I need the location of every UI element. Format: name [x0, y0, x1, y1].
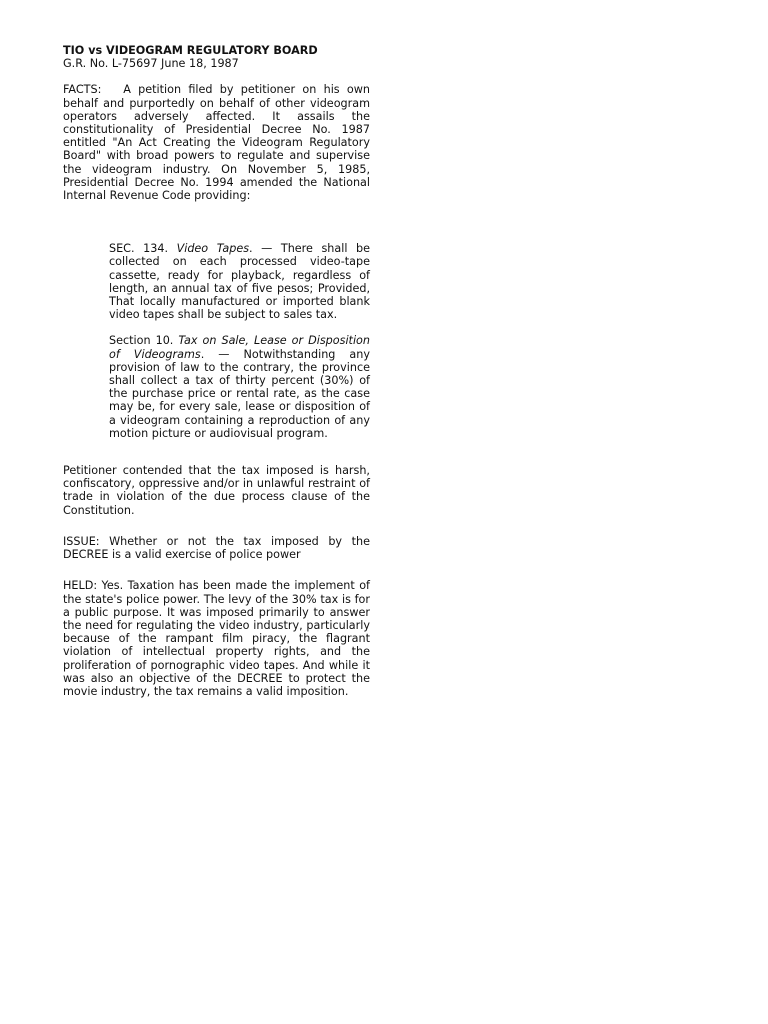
quoted-section-10 — [109, 334, 370, 440]
quoted-section-134 — [109, 242, 370, 321]
issue-paragraph: ISSUE: Whether or not the tax imposed by the DECREE is a valid exercise of police power — [63, 534, 370, 562]
case-title: TIO vs VIDEOGRAM REGULATORY BOARD — [63, 44, 318, 57]
quote-heading: Video Tapes — [176, 242, 250, 256]
quote-heading: Tax on Sale, Lease or Disposition of Videograms — [109, 334, 370, 361]
contention-paragraph: Petitioner contended that the tax imposed is harsh, confiscatory, oppressive and/or in unlawful restraint of trade in violation of the due process clause of the Constitution. — [63, 464, 370, 517]
case-citation: G.R. No. L-75697 June 18, 1987 — [63, 57, 239, 71]
quote-body: . — There shall be collected on each processed video-tape cassette, ready for playback, regardless of length, an annual tax of five pesos; Provided, That locally manufactured or imported blank video tapes shall be subject to sales tax. — [109, 242, 370, 322]
facts-label: FACTS: — [63, 83, 102, 97]
document-body — [63, 44, 370, 716]
facts-text: A petition filed by petitioner on his own behalf and purportedly on behalf of other videogram operators adversely affected. It assails the constitutionality of Presidential Decree No. 1987 entitled "An Act Creating the Videogram Regulatory Board" with broad powers to regulate and supervise the videogram industry. On November 5, 1985, Presidential Decree No. 1994 amended the National Internal Revenue Code providing: — [63, 83, 370, 203]
held-paragraph: HELD: Yes. Taxation has been made the implement of the state's police power. The levy of the 30% tax is for a public purpose. It was imposed primarily to answer the need for regulating the video industry, particularly because of the rampant film piracy, the flagrant violation of intellectual property rights, and the proliferation of pornographic video tapes. And while it was also an objective of the DECREE to protect the movie industry, the tax remains a valid imposition. — [63, 579, 370, 698]
facts-paragraph — [63, 83, 370, 202]
quote-prefix: SEC. 134. — [109, 242, 168, 256]
quote-body: . — Notwithstanding any provision of law to the contrary, the province shall collect a tax of thirty percent (30%) of the purchase price or rental rate, as the case may be, for every sale, lease or disposition of a videogram containing a reproduction of any motion picture or audiovisual program. — [109, 347, 370, 440]
quote-prefix: Section 10. — [109, 334, 174, 348]
